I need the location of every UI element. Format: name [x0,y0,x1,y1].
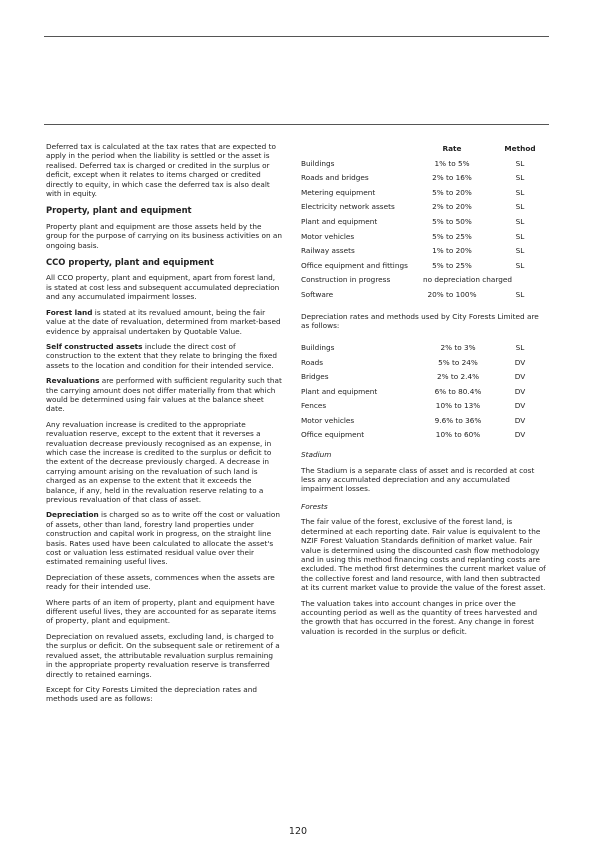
self-constructed-paragraph [46,342,282,370]
table-row: Office equipment 10% to 60% DV [301,430,526,440]
depreciation-paragraph [46,510,282,566]
table-row: Railway assets 1% to 20% SL [301,246,525,256]
header-method: Method [504,144,536,154]
left-column [46,142,282,710]
table-row: Plant and equipment 6% to 80.4% DV [301,386,526,396]
depreciation-rates-table [301,142,549,302]
revaluations-text: are performed with sufficient regularity such that the carrying amount does not differ materially from that which would be determined using fair values at the balance sheet date. [46,376,282,414]
ppe-paragraph: Property plant and equipment are those assets held by the group for the purpose of carrying on its business activities on an ongoing basis. [46,221,283,250]
table-row: Bridges 2% to 2.4% DV [301,372,526,382]
header-rule [44,124,549,125]
depreciation-commences-paragraph: Depreciation of these assets, commences when the assets are ready for their intended use. [46,572,275,592]
stadium-heading: Stadium [301,450,332,460]
self-constructed-text: include the direct cost of construction to the extent that they relate to bringing the fixed assets to the location and condition for their intended service. [46,341,277,370]
table-row: Office equipment and fittings 5% to 25% SL [301,260,525,270]
city-forests-rates-table [301,341,549,443]
header-blank [301,142,413,156]
deferred-tax-paragraph: Deferred tax is calculated at the tax rates that are expected to apply in the period when the liability is settled or the asset is realised. Deferred tax is charged or credited in the surplus or deficit, except when it relates to items charged or credited directly to equity, in which case the deferred tax is also dealt with in equity. [46,142,276,199]
table-row: Motor vehicles 9.6% to 36% DV [301,415,526,425]
depreciation-label: Depreciation [46,510,99,520]
parts-paragraph: Where parts of an item of property, plant and equipment have different useful lives, they are accounted for as separate items of property, plant and equipment. [46,597,277,626]
table-row: Buildings 2% to 3% SL [301,343,525,353]
table-row: Motor vehicles 5% to 25% SL [301,231,525,241]
forest-land-text: is stated at its revalued amount, being the fair value at the date of revaluation, determined from market-based evidence by appraisal undertaken by Quotable Value. [46,307,281,336]
table-row: Metering equipment 5% to 20% SL [301,187,525,197]
page-number: 120 [288,826,308,837]
revaluations-label: Revaluations [46,376,100,386]
top-rule [44,36,549,37]
table-row: Electricity network assets 2% to 20% SL [301,202,525,212]
cco-heading: CCO property, plant and equipment [46,257,214,268]
self-constructed-label: Self constructed assets [46,341,143,351]
table-row: Roads 5% to 24% DV [301,357,526,367]
header-rate: Rate [442,144,462,154]
revalued-assets-paragraph: Depreciation on revalued assets, excluding land, is charged to the surplus or deficit. On the subsequent sale or retirement of a revalued asset, the attributable revaluation surplus remaining in the appropriate property revaluation reserve is transferred directly to retained earnings. [46,631,280,679]
city-forests-paragraph: Depreciation rates and methods used by City Forests Limited are as follows: [301,311,539,331]
except-paragraph: Except for City Forests Limited the depreciation rates and methods used are as follows: [46,684,257,704]
stadium-paragraph: The Stadium is a separate class of asset and is recorded at cost less any accumulated depreciation and any accumulated impairment losses. [301,465,535,494]
forests-heading: Forests [301,501,328,511]
table-row: Roads and bridges 2% to 16% SL [301,173,525,183]
valuation-paragraph: The valuation takes into account changes in price over the accounting period as well as the quantity of trees harvested and the growth that has occurred in the forest. Any change in forest valuation is recorded in the surplus or deficit. [301,598,538,636]
table-header-row [301,142,549,156]
table-row: Software 20% to 100% SL [301,289,525,299]
ppe-heading: Property, plant and equipment [46,205,192,216]
table-row: Plant and equipment 5% to 50% SL [301,216,525,226]
right-column [301,142,549,642]
table-row-construction: Construction in progress no depreciation charged [301,275,513,285]
forest-land-label: Forest land [46,307,93,317]
table-row: Fences 10% to 13% DV [301,401,526,411]
cco-paragraph: All CCO property, plant and equipment, apart from forest land, is stated at cost less and subsequent accumulated depreciation and any accumulated impairment losses. [46,273,280,302]
forests-paragraph: The fair value of the forest, exclusive of the forest land, is determined at each reporting date. Fair value is equivalent to the NZIF Forest Valuation Standards definition of market value. Fair value is determined using the discounted cash flow methodology and in using this method financing costs and replanting costs are excluded. The method first determines the current market value of the collective forest and land resource, with land then subtracted at its current market value to provide the value of the forest asset. [301,517,546,593]
revaluations-paragraph [46,376,282,414]
depreciation-text: is charged so as to write off the cost or valuation of assets, other than land, forestry land properties under construction and capital work in progress, on the straight line basis. Rates used have been calculated to allocate the asset's cost or valuation less estimated residual value over their estimated remaining useful lives. [46,510,280,567]
forest-land-paragraph [46,308,282,336]
revaluation-increase-paragraph: Any revaluation increase is credited to the appropriate revaluation reserve, except to the extent that it reverses a revaluation decrease previously recognised as an expense, in which case the increase is credited to the surplus or deficit to the extent of the decrease previously charged. A decrease in carrying amount arising on the revaluation of such land is charged as an expense to the extent that it exceeds the balance, if any, held in the revaluation reserve relating to a previous revaluation of that class of asset. [46,419,272,504]
table-row: Buildings 1% to 5% SL [301,158,525,168]
